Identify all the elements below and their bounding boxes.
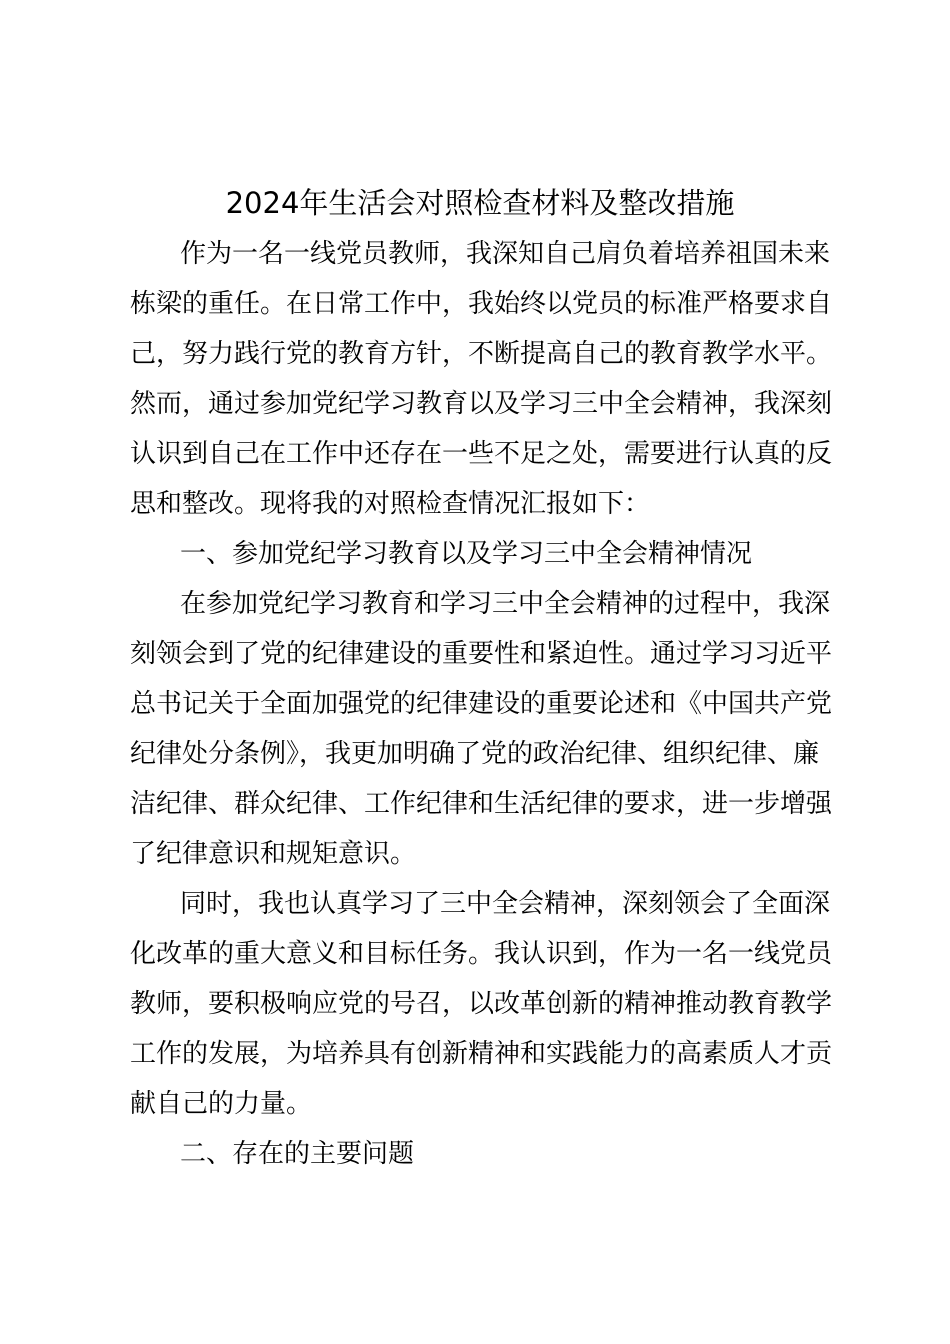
paragraph-line: 了纪律意识和规矩意识。 <box>130 839 417 869</box>
paragraph-line: 洁纪律、群众纪律、工作纪律和生活纪律的要求，进一步增强 <box>130 789 833 819</box>
paragraph-line: 栋梁的重任。在日常工作中，我始终以党员的标准严格要求自 <box>130 289 833 319</box>
paragraph-line: 认识到自己在工作中还存在一些不足之处，需要进行认真的反 <box>130 439 833 469</box>
document-title: 2024年生活会对照检查材料及整改措施 <box>225 186 735 220</box>
paragraph-line: 思和整改。现将我的对照检查情况汇报如下： <box>130 489 651 519</box>
paragraph-line: 献自己的力量。 <box>130 1089 313 1119</box>
section-heading: 二、存在的主要问题 <box>180 1139 415 1169</box>
paragraph-line: 化改革的重大意义和目标任务。我认识到，作为一名一线党员 <box>130 939 833 969</box>
paragraph-line: 同时，我也认真学习了三中全会精神，深刻领会了全面深 <box>180 889 831 919</box>
paragraph-line: 纪律处分条例》，我更加明确了党的政治纪律、组织纪律、廉 <box>130 739 820 769</box>
paragraph-line: 然而，通过参加党纪学习教育以及学习三中全会精神，我深刻 <box>130 389 833 419</box>
paragraph-line: 作为一名一线党员教师，我深知自己肩负着培养祖国未来 <box>180 239 831 269</box>
section-heading: 一、参加党纪学习教育以及学习三中全会精神情况 <box>180 539 753 569</box>
paragraph-line: 在参加党纪学习教育和学习三中全会精神的过程中，我深 <box>180 589 831 619</box>
paragraph-line: 总书记关于全面加强党的纪律建设的重要论述和《中国共产党 <box>130 689 833 719</box>
paragraph-line: 己，努力践行党的教育方针，不断提高自己的教育教学水平。 <box>130 339 833 369</box>
paragraph-line: 教师，要积极响应党的号召，以改革创新的精神推动教育教学 <box>130 989 833 1019</box>
paragraph-line: 工作的发展，为培养具有创新精神和实践能力的高素质人才贡 <box>130 1039 833 1069</box>
paragraph-line: 刻领会到了党的纪律建设的重要性和紧迫性。通过学习习近平 <box>130 639 833 669</box>
